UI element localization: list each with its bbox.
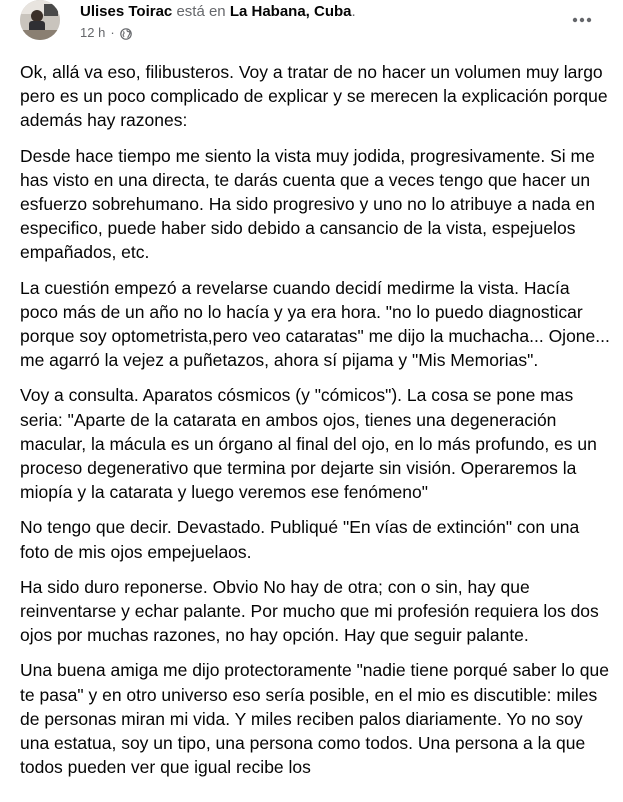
author-place[interactable]: La Habana, Cuba bbox=[229, 3, 352, 20]
post-meta bbox=[80, 24, 132, 42]
author-line bbox=[80, 2, 356, 22]
author-name[interactable]: Ulises Toirac bbox=[80, 3, 173, 20]
post-paragraph: Desde hace tiempo me siento la vista muy jodida, progresivamente. Si me has visto en una directa, te darás cuenta que a veces tengo que hacer un esfuerzo sobrehumano. Ha sido progresivo y uno no lo atribuye a nada en especifico, puede haber sido debido a cansancio de la vista, espejuelos empañados, etc. bbox=[20, 145, 595, 263]
post-paragraph: No tengo que decir. Devastado. Publiqué "En vías de extinción" con una foto de mis ojos empejuelaos. bbox=[20, 517, 580, 562]
post-paragraph: La cuestión empezó a revelarse cuando decidí medirme la vista. Hacía poco más de un año no lo hacía y ya era hora. "no lo puedo diagnosticar porque soy optometrista,pero veo cataratas" me dijo la muchacha... Ojone... me agarró la vejez a puñetazos, ahora sí pijama y "Mis Memorias". bbox=[20, 277, 610, 371]
globe-icon[interactable] bbox=[120, 27, 132, 39]
post-body bbox=[20, 60, 612, 790]
avatar-photo-icon bbox=[20, 0, 60, 40]
post-paragraph: Ok, allá va eso, filibusteros. Voy a tratar de no hacer un volumen muy largo pero es un poco complicado de explicar y se merecen la explicación porque además hay razones: bbox=[20, 62, 608, 131]
post-header bbox=[0, 0, 623, 52]
post-paragraph: Voy a consulta. Aparatos cósmicos (y "cómicos"). La cosa se pone mas seria: "Aparte de la catarata en ambos ojos, tienes una degeneración macular, la mácula es un órgano al final del ojo, en lo más profundo, es un proceso degenerativo que termina por dejarte sin visión. Operaremos la miopía y la catarata y luego veremos ese fenómeno" bbox=[20, 385, 597, 503]
more-dots-icon bbox=[572, 17, 592, 23]
post-time[interactable]: 12 h bbox=[80, 25, 106, 40]
author-place-suffix: . bbox=[351, 3, 356, 20]
author-verb: está en bbox=[176, 3, 226, 20]
avatar[interactable] bbox=[20, 0, 60, 40]
more-options-button[interactable] bbox=[566, 4, 598, 36]
post-paragraph: Ha sido duro reponerse. Obvio No hay de otra; con o sin, hay que reinventarse y echar palante. Por mucho que mi profesión requiera los dos ojos por muchas razones, no hay opción. Hay que seguir palante. bbox=[20, 576, 599, 646]
meta-separator: · bbox=[110, 25, 115, 40]
post-paragraph: Una buena amiga me dijo protectoramente "nadie tiene porqué saber lo que te pasa" y en otro universo eso sería posible, en el mio es discutible: miles de personas miran mi vida. Y miles reciben palos diariamente. Yo no soy una estatua, soy un tipo, una persona como todos. Una persona a la que todos pueden ver que igual recibe los bbox=[20, 660, 609, 778]
